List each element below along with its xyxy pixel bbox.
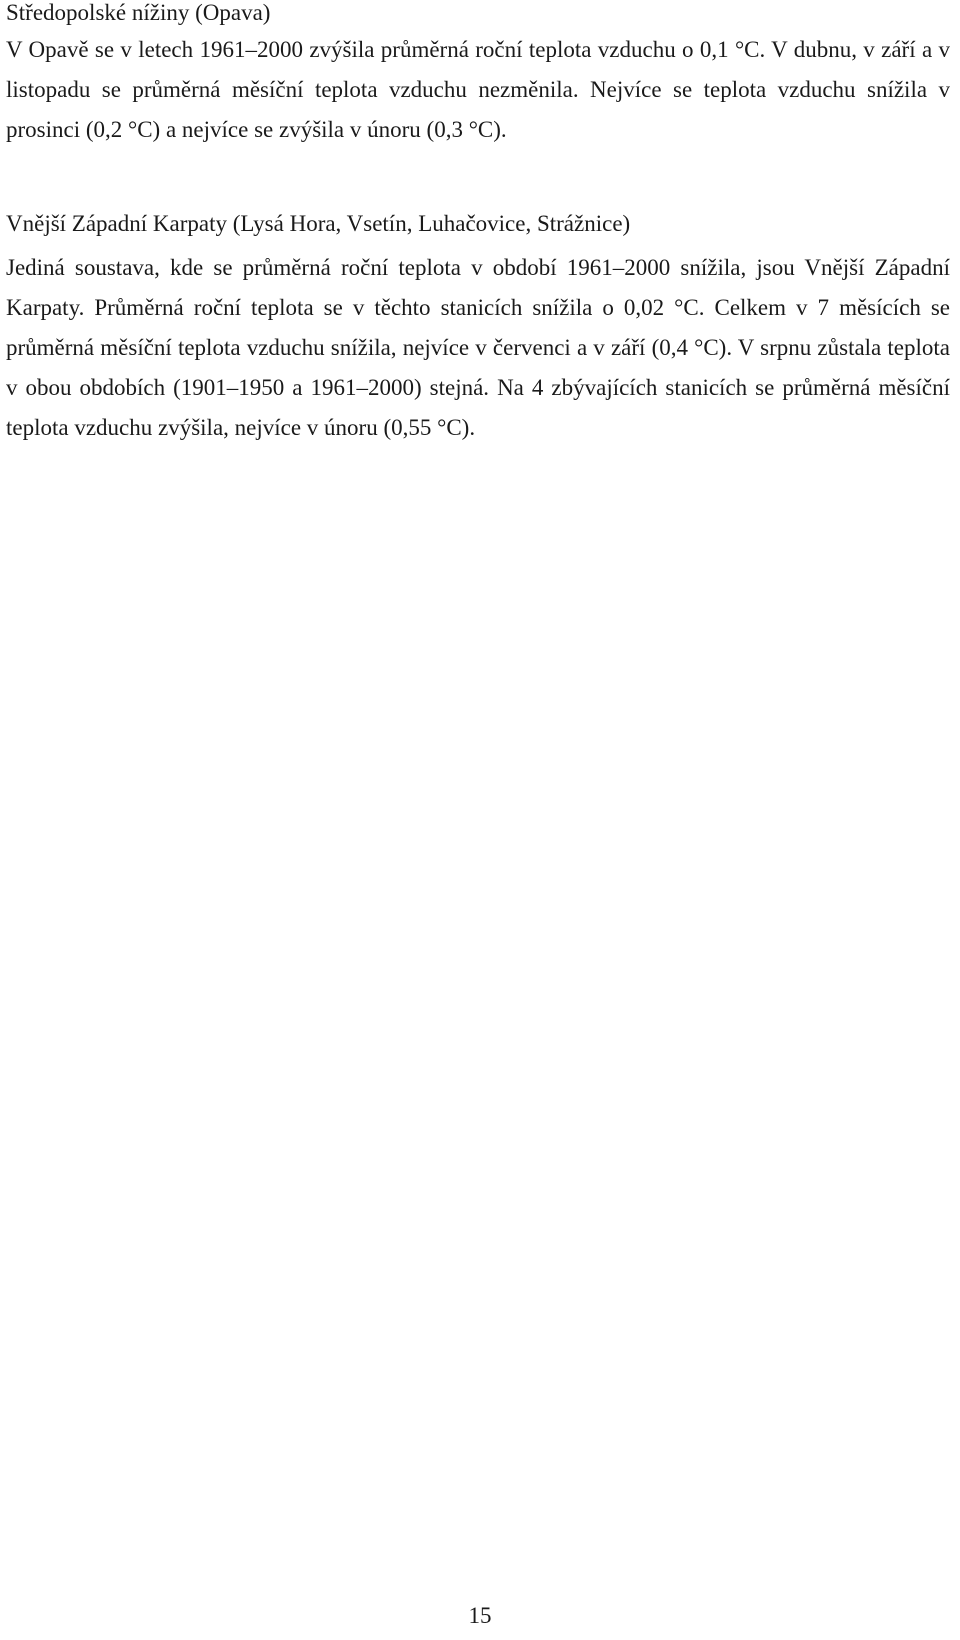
section-heading: Středopolské nížiny (Opava) [6,0,271,25]
section-opava [6,0,950,150]
section-heading: Vnější Západní Karpaty (Lysá Hora, Vsetín, Luhačovice, Strážnice) [6,211,631,236]
section-paragraph: V Opavě se v letech 1961–2000 zvýšila průměrná roční teplota vzduchu o 0,1 °C. V dubnu, v září a v listopadu se průměrná měsíční teplota vzduchu nezměnila. Nejvíce se teplota vzduchu snížila v prosinci (0,2 °C) a nejvíce se zvýšila v únoru (0,3 °C). [6,37,950,142]
page-number: 15 [468,1603,492,1628]
document-page [6,0,950,448]
section-paragraph: Jediná soustava, kde se průměrná roční teplota v období 1961–2000 snížila, jsou Vnější Západní Karpaty. Průměrná roční teplota se v těchto stanicích snížila o 0,02 °C. Celkem v 7 měsících se průměrná měsíční teplota vzduchu snížila, nejvíce v červenci a v září (0,4 °C). V srpnu zůstala teplota v obou obdobích (1901–1950 a 1961–2000) stejná. Na 4 zbývajících stanicích se průměrná měsíční teplota vzduchu zvýšila, nejvíce v únoru (0,55 °C). [6,255,950,440]
section-karpaty [6,206,950,448]
